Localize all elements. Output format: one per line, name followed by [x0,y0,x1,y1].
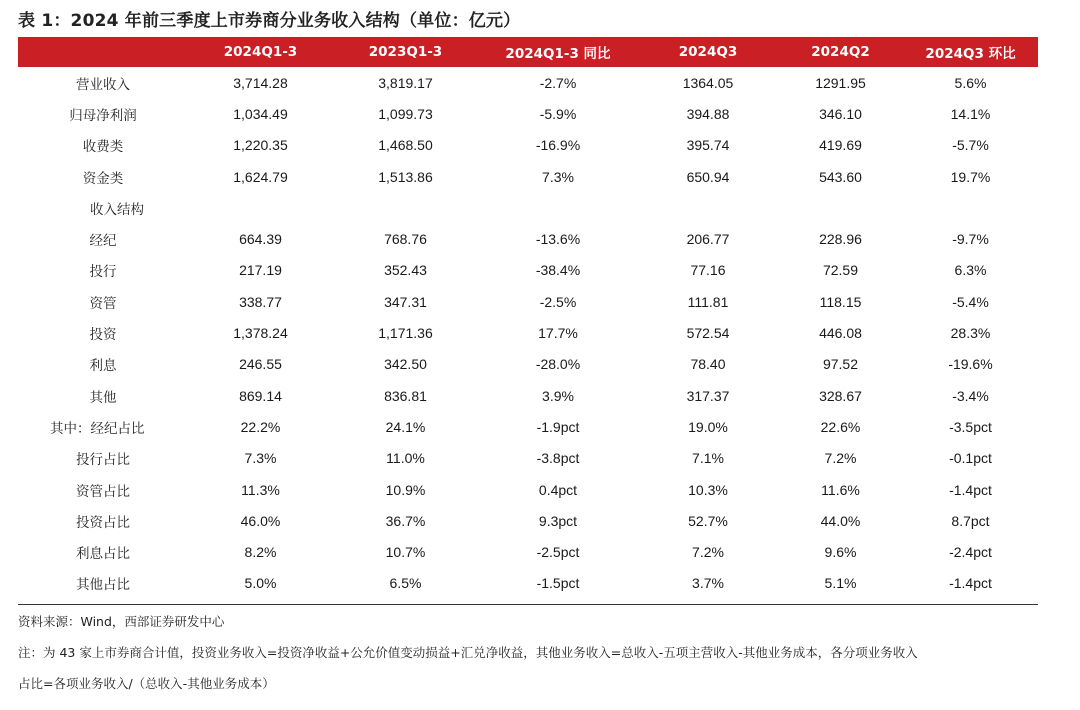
table-cell: 1364.05 [682,74,734,91]
table-row [18,255,1038,286]
table-cell: 1,099.73 [378,105,433,122]
table-cell: 7.3% [542,168,574,185]
table-cell: 77.16 [690,262,726,279]
table-cell: 328.67 [819,387,862,404]
table-cell: 22.6% [820,418,861,435]
table-cell: 7.1% [692,450,724,467]
table-cell: 5.6% [954,74,987,91]
table-cell: 246.55 [239,356,282,373]
table-cell: 395.74 [686,137,730,154]
footnote-line-1: 注：为 43 家上市券商合计值，投资业务收入=投资净收益+公允价值变动损益+汇兑净收益，其他业务收入=总收入-五项主营收入-其他业务成本，各分项业务收入 [18,645,918,660]
table-cell: -1.9pct [536,418,580,435]
table-cell: 394.88 [686,105,730,122]
table-cell: 10.3% [688,481,728,498]
header-cell-2024q3: 2024Q3 [678,44,738,60]
table-row [18,317,1038,348]
table-cell: 446.08 [819,325,862,342]
table-bottom-rule [18,604,1038,605]
row-label: 利息占比 [76,546,130,563]
table-cell: 9.6% [824,544,857,561]
table-cell: -2.7% [539,74,577,91]
table-cell: -3.8pct [536,450,580,467]
table-cell: 9.3pct [538,512,578,529]
table-cell: 24.1% [385,418,426,435]
row-label: 其中：经纪占比 [50,420,145,437]
table-cell: 664.39 [239,231,282,248]
table-cell: 3,819.17 [378,74,433,91]
table-row [18,130,1038,161]
table-cell: -3.4% [952,387,989,404]
table-cell: 8.2% [244,544,277,561]
table-cell: 78.40 [690,356,726,373]
table-cell: 347.31 [384,293,427,310]
table-cell: 572.54 [686,325,730,342]
table-cell: 1,220.35 [233,137,288,154]
table-row [18,98,1038,129]
table-row [18,505,1038,536]
table-cell: -19.6% [948,356,993,373]
table-cell: 1,513.86 [378,168,433,185]
table-row [18,161,1038,192]
table-row [18,223,1038,254]
row-label: 投行 [89,264,117,281]
table-cell: 11.3% [241,481,280,498]
table-cell: 228.96 [819,231,862,248]
row-label: 归母净利润 [69,107,137,124]
table-row [18,380,1038,411]
table-row [18,67,1038,98]
table-cell: 3,714.28 [233,74,288,91]
table-cell: -5.7% [952,137,989,154]
table-cell: 7.3% [244,450,277,467]
row-label: 利息 [89,358,117,375]
table-cell: 97.52 [822,356,859,373]
table-cell: -3.5pct [949,418,992,435]
table-cell: 836.81 [384,387,427,404]
table-cell: 1291.95 [815,74,866,91]
header-cell-yoy: 2024Q1-3 同比 [505,46,611,62]
row-label: 资金类 [82,170,124,187]
table-row [18,568,1038,599]
row-label: 资管占比 [76,483,130,500]
row-label: 投行占比 [76,452,130,469]
table-cell: 10.7% [385,544,426,561]
row-label: 投资 [89,327,117,344]
table-cell: 1,624.79 [233,168,288,185]
table-cell: 111.81 [687,293,729,310]
table-cell: -0.1pct [949,450,992,467]
table-cell: 11.0% [386,450,425,467]
table-cell: 1,468.50 [378,137,433,154]
table-cell: 7.2% [824,450,857,467]
table-cell: 217.19 [239,262,282,279]
table-cell: 5.0% [244,575,277,592]
table-cell: 10.9% [385,481,426,498]
table-cell: 6.3% [954,262,987,279]
row-label: 资管 [89,295,117,312]
table-cell: 46.0% [240,512,281,529]
row-label: 收入结构 [90,201,144,218]
table-cell: -28.0% [535,356,581,373]
table-cell: 14.1% [950,105,991,122]
table-cell: 3.9% [542,387,574,404]
table-cell: 19.0% [688,418,728,435]
table-cell: 0.4pct [538,481,578,498]
table-cell: 1,171.36 [378,325,433,342]
table-cell: 346.10 [819,105,862,122]
row-label: 其他占比 [76,577,130,594]
table-cell: 419.69 [819,137,862,154]
table-cell: -5.4% [952,293,989,310]
table-cell: 19.7% [950,168,991,185]
table-cell [903,192,1038,223]
table-cell: 7.2% [692,544,724,561]
table-cell: 768.76 [384,231,427,248]
header-cell-2023q1-3: 2023Q1-3 [368,44,443,60]
table-cell: -2.5pct [536,544,580,561]
table-cell [638,192,778,223]
table-cell [778,192,903,223]
table-row [18,536,1038,567]
table-cell: 1,378.24 [233,325,288,342]
table-cell: 22.2% [240,418,281,435]
table-title: 表 1：2024 年前三季度上市券商分业务收入结构（单位：亿元） [18,11,521,31]
row-label: 其他 [89,389,117,406]
table-cell: 317.37 [686,387,730,404]
table-cell: 650.94 [686,168,730,185]
table-cell: 206.77 [686,231,730,248]
table-cell: 1,034.49 [233,105,288,122]
table-cell: -2.5% [539,293,577,310]
table-cell: 36.7% [385,512,426,529]
table-cell [478,192,638,223]
table-cell: 6.5% [389,575,422,592]
table-cell: 17.7% [538,325,578,342]
table-row [18,474,1038,505]
table-cell: 11.6% [821,481,860,498]
table-cell: 72.59 [822,262,859,279]
table-header-row [18,37,1038,67]
table-cell: 869.14 [239,387,282,404]
table-cell: 44.0% [820,512,861,529]
table-row [18,411,1038,442]
table-cell: -9.7% [952,231,989,248]
table-cell: 338.77 [239,293,282,310]
table-cell: 5.1% [824,575,857,592]
header-cell-2024q2: 2024Q2 [811,44,870,60]
row-label: 收费类 [82,139,124,156]
header-cell-2024q1-3: 2024Q1-3 [223,44,298,60]
row-label: 经纪 [89,233,117,250]
table-cell: 543.60 [819,168,862,185]
header-cell-label [18,37,188,67]
table-cell: 52.7% [688,512,728,529]
table-row [18,443,1038,474]
table-cell: -16.9% [535,137,581,154]
table-cell: 28.3% [950,325,991,342]
revenue-structure-table [18,37,1038,599]
header-cell-qoq: 2024Q3 环比 [925,46,1016,62]
row-label: 投资占比 [76,514,130,531]
source-note: 资料来源：Wind，西部证券研发中心 [18,614,225,629]
table-cell: 352.43 [384,262,427,279]
table-cell: 342.50 [384,356,427,373]
row-label: 营业收入 [76,76,130,93]
table-row [18,286,1038,317]
table-cell [333,192,478,223]
table-row [18,192,1038,223]
table-cell: -13.6% [535,231,581,248]
table-cell: -38.4% [535,262,581,279]
footnote-line-2: 占比=各项业务收入/（总收入-其他业务成本） [18,676,275,691]
table-cell: -5.9% [539,105,577,122]
table-cell [188,192,333,223]
table-cell: -1.5pct [536,575,580,592]
table-cell: 118.15 [819,293,862,310]
table-cell: -1.4pct [949,575,992,592]
table-cell: 8.7pct [951,512,990,529]
table-row [18,349,1038,380]
table-cell: -2.4pct [949,544,992,561]
table-cell: -1.4pct [949,481,992,498]
table-cell: 3.7% [692,575,724,592]
